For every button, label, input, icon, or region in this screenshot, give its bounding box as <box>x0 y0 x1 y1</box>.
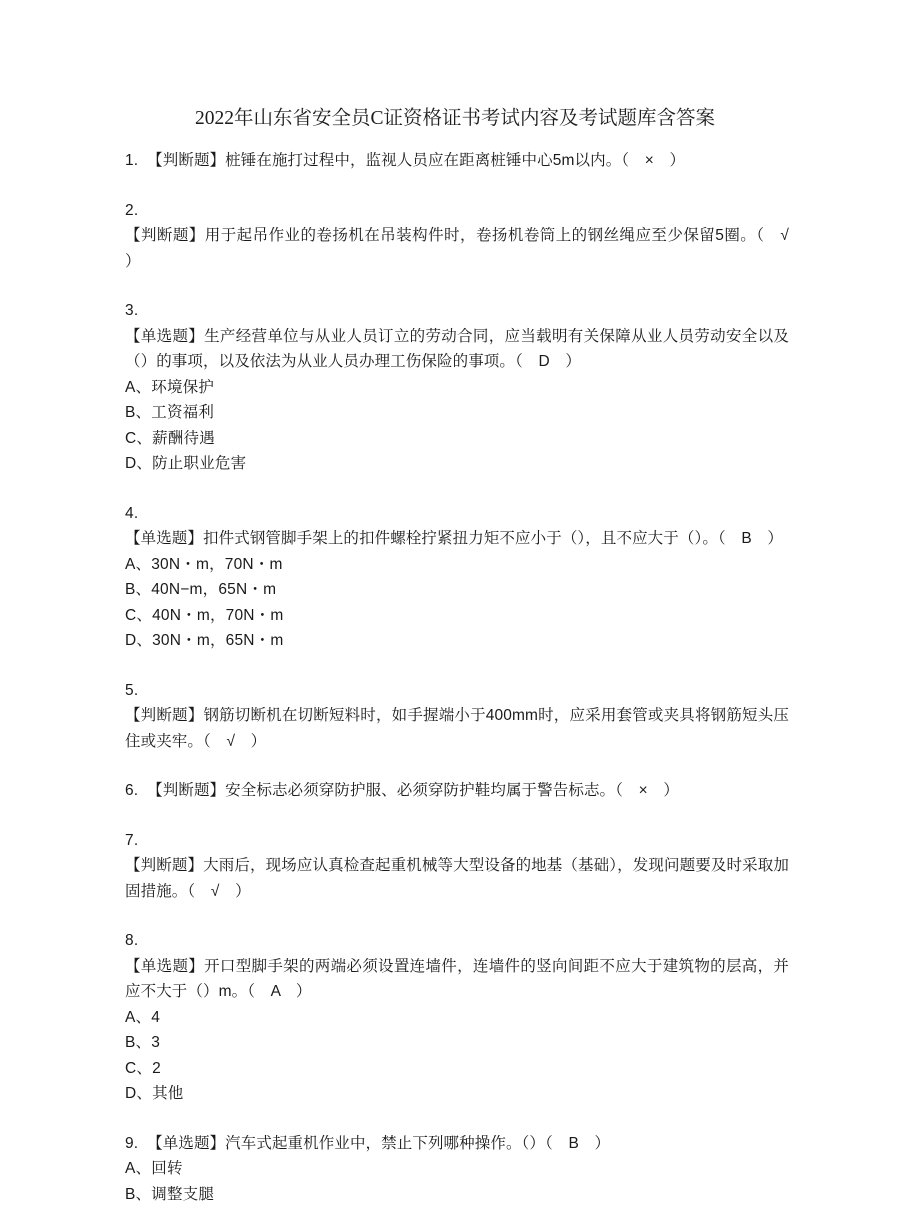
question-type-label: 【判断题】 <box>125 857 204 874</box>
question-text: 大雨后，现场应认真检查起重机械等大型设备的地基（基础），发现问题要及时采取加固措施。 <box>125 857 789 900</box>
question-block <box>125 828 789 905</box>
option-list <box>125 1005 789 1107</box>
question-stem <box>125 954 789 1005</box>
question-type-label: 【单选题】 <box>147 1134 226 1152</box>
question-number: 3. <box>125 302 139 319</box>
page-title: 2022年山东省安全员C证资格证书考试内容及考试题库含答案 <box>194 108 715 129</box>
option-item: D、防止职业危害 <box>125 455 247 472</box>
question-stem <box>125 324 789 375</box>
option-item: A、环境保护 <box>125 378 215 396</box>
answer-mark: （ × ） <box>615 782 679 799</box>
question-stem <box>125 778 789 804</box>
option-item: B、40N−m，65N・m <box>125 581 277 598</box>
option-item: C、2 <box>125 1059 161 1077</box>
option-item: B、调整支腿 <box>125 1185 215 1203</box>
question-number: 6. <box>125 782 139 799</box>
question-type-label: 【判断题】 <box>125 227 205 244</box>
question-list <box>125 148 805 1231</box>
question-number: 2. <box>125 201 139 219</box>
question-type-label: 【判断题】 <box>147 782 226 799</box>
question-number: 1. <box>125 152 139 169</box>
option-item: B、3 <box>125 1034 161 1051</box>
question-block <box>125 501 789 654</box>
question-block <box>125 928 789 1107</box>
question-text: 安全标志必须穿防护服、必须穿防护鞋均属于警告标志。 <box>225 782 616 799</box>
question-block <box>125 778 789 804</box>
question-text: 用于起吊作业的卷扬机在吊装构件时，卷扬机卷筒上的钢丝绳应至少保留5圈。 <box>204 227 757 244</box>
option-item: A、回转 <box>125 1160 183 1177</box>
answer-mark: （ √ ） <box>187 882 251 900</box>
question-number: 7. <box>125 831 139 849</box>
question-text: 汽车式起重机作业中，禁止下列哪种操作。（） <box>225 1134 546 1152</box>
question-stem <box>125 703 789 754</box>
answer-mark: （ D ） <box>515 353 581 370</box>
question-stem <box>125 223 805 274</box>
answer-mark: （ √ ） <box>125 227 805 270</box>
answer-mark: （ B ） <box>717 530 784 547</box>
question-text: 钢筋切断机在切断短料时，如手握端小于400mm时，应采用套管或夹具将钢筋短头压住或夹牢。 <box>125 707 789 750</box>
question-number: 5. <box>125 681 139 699</box>
question-stem <box>125 148 789 174</box>
question-stem <box>125 853 789 904</box>
question-type-label: 【判断题】 <box>147 152 226 169</box>
question-number: 9. <box>125 1134 139 1152</box>
question-stem <box>125 526 789 552</box>
question-number: 4. <box>125 504 139 522</box>
question-block <box>125 148 789 174</box>
question-type-label: 【单选题】 <box>125 530 204 547</box>
option-item: A、30N・m，70N・m <box>125 555 283 573</box>
option-item: A、4 <box>125 1008 161 1026</box>
option-item: D、30N・m，65N・m <box>125 632 284 649</box>
question-block <box>125 1131 789 1208</box>
question-block <box>125 198 805 275</box>
question-type-label: 【单选题】 <box>125 957 205 975</box>
option-list <box>125 552 789 654</box>
option-list <box>125 1156 789 1207</box>
answer-mark: （ B ） <box>545 1134 611 1152</box>
option-item: B、工资福利 <box>125 404 215 421</box>
question-stem <box>125 1131 789 1157</box>
question-block <box>125 298 789 477</box>
answer-mark: （ A ） <box>247 983 312 1000</box>
question-text: 扣件式钢管脚手架上的扣件螺栓拧紧扭力矩不应小于（），且不应大于（）。 <box>203 530 718 547</box>
question-number: 8. <box>125 932 139 949</box>
question-block <box>125 678 789 755</box>
question-type-label: 【判断题】 <box>125 707 204 724</box>
answer-mark: （ × ） <box>621 152 686 169</box>
question-type-label: 【单选题】 <box>125 327 205 345</box>
question-text: 生产经营单位与从业人员订立的劳动合同，应当载明有关保障从业人员劳动安全以及（）的事项，以及依法为从业人员办理工伤保险的事项。 <box>125 327 789 370</box>
question-text: 开口型脚手架的两端必须设置连墙件，连墙件的竖向间距不应大于建筑物的层高，并应不大于（）m。 <box>125 957 789 1000</box>
option-item: D、其他 <box>125 1085 184 1102</box>
question-text: 桩锤在施打过程中，监视人员应在距离桩锤中心5m以内。 <box>225 152 622 169</box>
option-item: C、40N・m，70N・m <box>125 606 284 624</box>
option-list <box>125 375 789 477</box>
answer-mark: （ √ ） <box>203 732 267 750</box>
option-item: C、薪酬待遇 <box>125 429 215 447</box>
